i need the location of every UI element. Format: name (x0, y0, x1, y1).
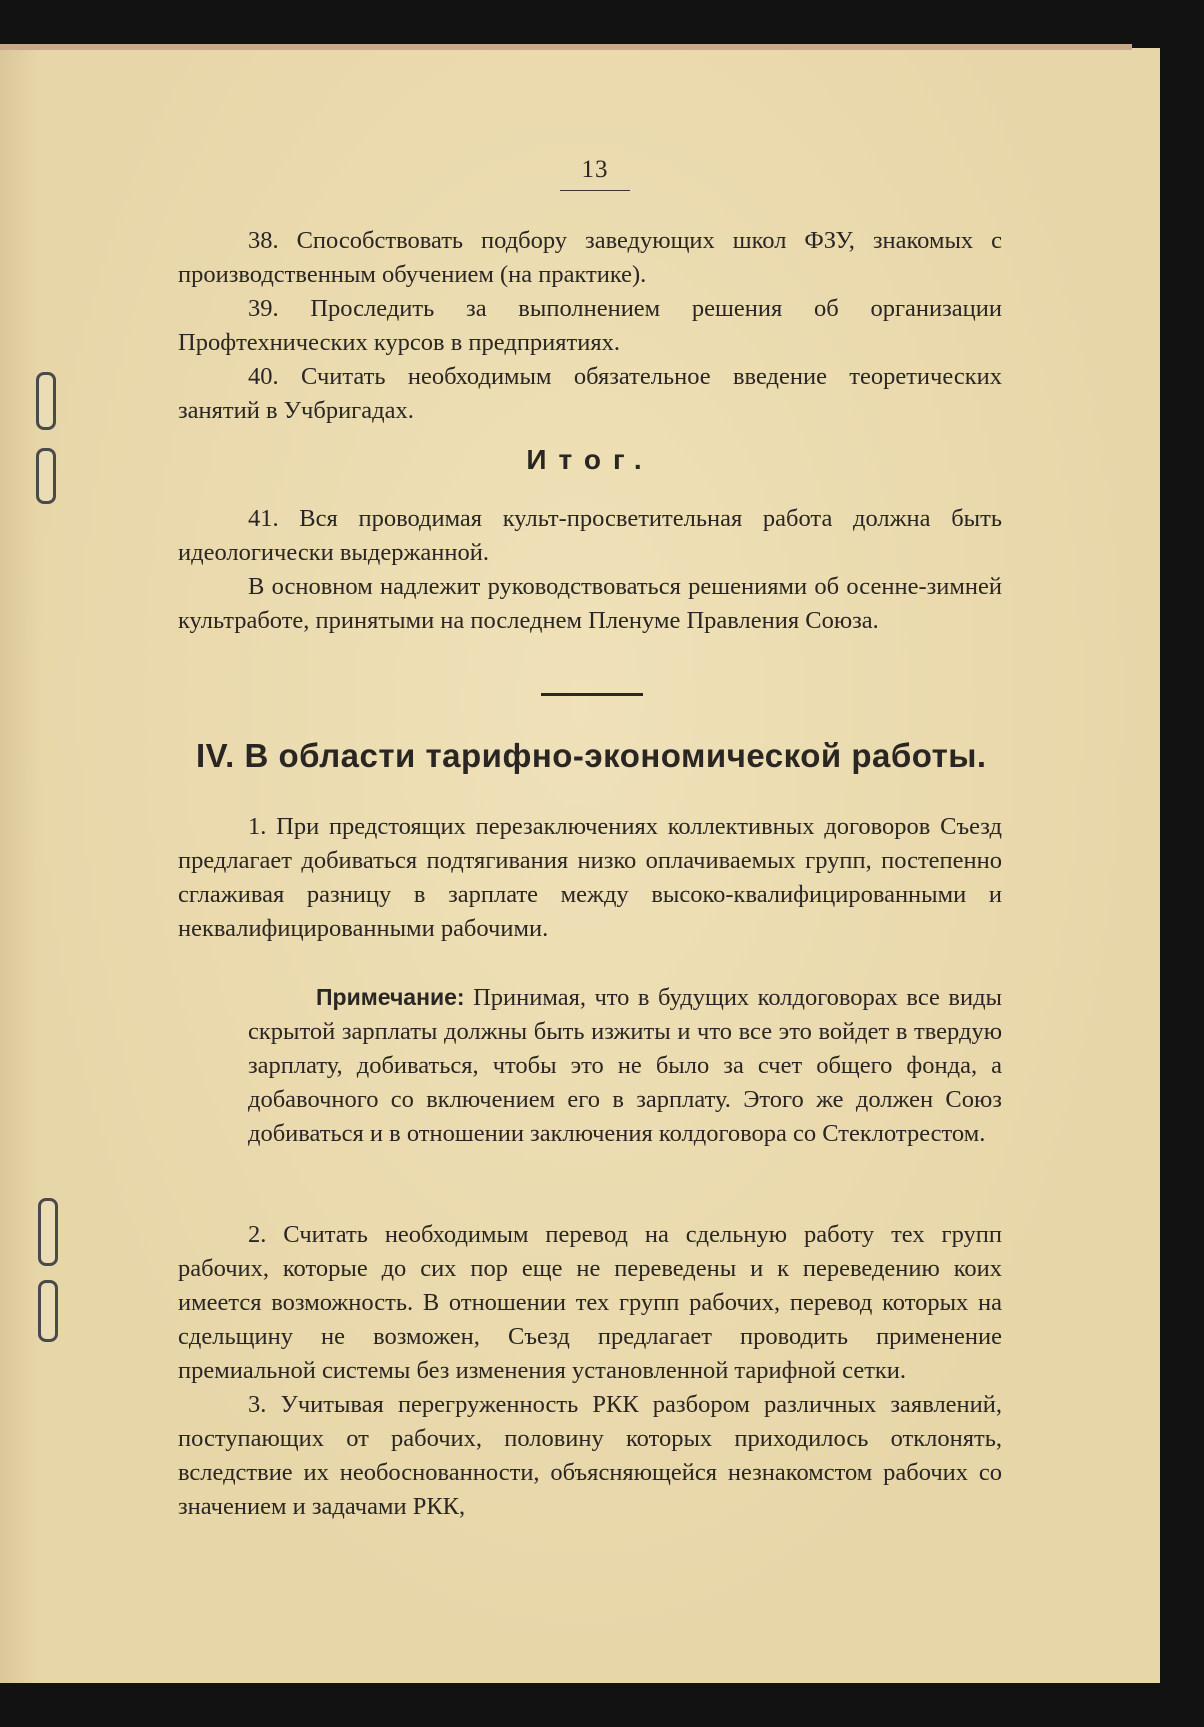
section-4-heading: IV. В области тарифно-экономической работы. (196, 737, 987, 774)
item-39: 39. Проследить за выполнением решения об организации Профтехнических курсов в предприятиях. (178, 295, 1002, 356)
section-4-items-2-3 (178, 1218, 1002, 1524)
binding-staple-top (36, 372, 56, 430)
binding-staple-bottom (38, 1198, 58, 1266)
item-2: 2. Считать необходимым перевод на сдельную работу тех групп рабочих, которые до сих пор еще не переведены и к переведению коих имеется возможность. В отношении тех групп рабочих, перевод которых на сдельщину не возможен, Съезд предлагает проводить применение премиальной системы без изменения установленной тарифной сетки. (178, 1221, 1002, 1384)
item-1: 1. При предстоящих перезаключениях коллективных договоров Съезд предлагает добиваться подтягивания низко оплачиваемых групп, постепенно сглаживая разницу в зарплате между высоко-квалифицированными и неквалифицированными рабочими. (178, 813, 1002, 942)
item-3: 3. Учитывая перегруженность РКК разбором различных заявлений, поступающих от рабочих, половину которых приходилось отклонять, вследствие их необоснованности, объясняющейся незнакомстом рабочих со значением и задачами РКК, (178, 1391, 1002, 1520)
page-number: 13 (560, 156, 630, 191)
itog-paragraph: В основном надлежит руководствоваться решениями об осенне-зимней культработе, принятыми на последнем Пленуме Правления Союза. (178, 573, 1002, 634)
item-41: 41. Вся проводимая культ-просветительная работа должна быть идеологически выдержанной. (178, 505, 1002, 566)
section-divider (541, 693, 643, 696)
item-38: 38. Способствовать подбору заведующих школ ФЗУ, знакомых с производственным обучением (на практике). (178, 227, 1002, 288)
section-4-item-1 (178, 810, 1002, 946)
binding-staple-bottom-lower (38, 1280, 58, 1342)
itog-section (178, 502, 1002, 638)
binding-staple-top-lower (36, 448, 56, 504)
note-text: Принимая, что в будущих колдоговорах все виды скрытой зарплаты должны быть изжиты и что все это войдет в твердую зарплату, добиваться, чтобы это не было за счет общего фонда, а добавочного со включением его в зарплату. Этого же должен Союз добиваться и в отношении заключения колдоговора со Стеклотрестом. (248, 984, 1002, 1147)
page-edge (0, 44, 1132, 50)
itog-heading: Итог. (526, 444, 654, 475)
item-40: 40. Считать необходимым обязательное введение теоретических занятий в Учбригадах. (178, 363, 1002, 424)
document-page (0, 48, 1160, 1683)
items-38-40 (178, 224, 1002, 428)
note-block (248, 980, 1002, 1151)
note-label: Примечание: (316, 984, 465, 1010)
